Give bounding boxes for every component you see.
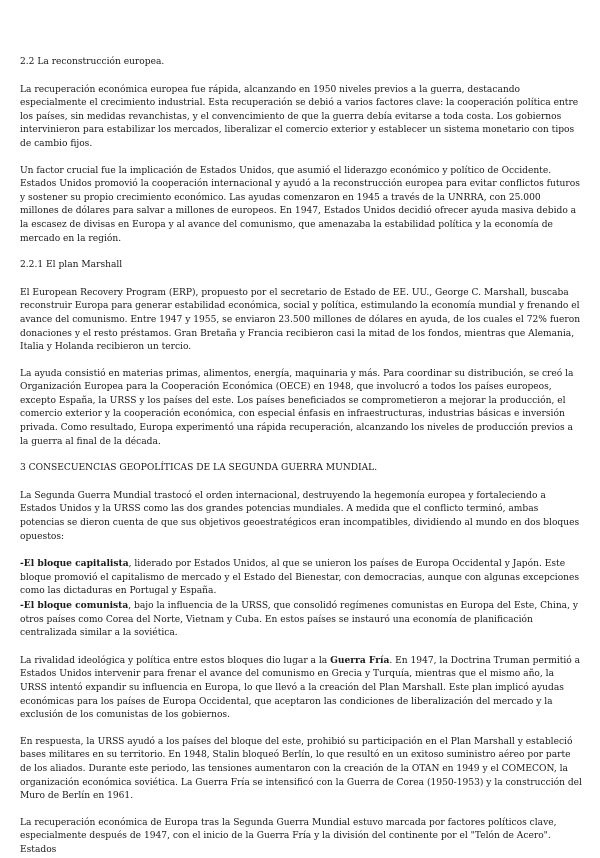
paragraph-recuperacion: La recuperación económica europea fue rápida, alcanzando en 1950 niveles previos a la guerra, destacando especialmente el crecimiento industrial. Esta recuperación se debió a varios factores clave: la cooperación política entre los países, sin medidas revanchistas, y el convencimiento de que la guerra debía evitarse a toda costa. Los gobiernos intervinieron para estabilizar los mercados, liberalizar el comercio exterior y establecer un sistema monetario con tipos de cambio fijos. [20, 84, 579, 149]
paragraph-erp: El European Recovery Program (ERP), propuesto por el secretario de Estado de EE. UU., George C. Marshall, buscaba reconstruir Europa para generar estabilidad económica, social y política, estimulando la economía mundial y frenando el avance del comunismo. Entre 1947 y 1955, se enviaron 23.500 millones de dólares en ayuda, de los cuales el 72% fueron donaciones y el resto préstamos. Gran Bretaña y Francia recibieron casi la mitad de los fondos, mientras que Alemania, Italia y Holanda recibieron un tercio. [20, 287, 581, 353]
paragraph-orden-internacional: La Segunda Guerra Mundial trastocó el orden internacional, destruyendo la hegemonía europea y fortaleciendo a Estados Unidos y la URSS como las dos grandes potencias mundiales. A medida que el conflicto terminó, ambas potencias se dieron cuenta de que sus objetivos geoestratégicos eran incompatibles, dividiendo al mundo en dos bloques opuestos: [20, 490, 580, 542]
paragraph-oece: La ayuda consistió en materias primas, alimentos, energía, maquinaria y más. Para coordinar su distribución, se creó la Organización Europea para la Cooperación Económica (OECE) en 1948, que involucró a todos los países europeos, excepto España, la URSS y los países del este. Los países beneficiados se comprometieron a mejorar la producción, el comercio exterior y la cooperación económica, con especial énfasis en infraestructuras, industrias básicas e inversión privada. Como resultado, Europa experimentó una rápida recuperación, alcanzando los niveles de producción previos a la guerra al final de la década. [20, 368, 574, 447]
section-heading-plan-marshall: 2.2.1 El plan Marshall [20, 260, 123, 271]
bullet-dash: - [20, 558, 24, 570]
paragraph-estados-unidos: Un factor crucial fue la implicación de Estados Unidos, que asumió el liderazgo económico y político de Occidente. Estados Unidos promovió la cooperación internacional y ayudó a la reconstrucción europea para evitar conflictos futuros y sostener su propio crecimiento económico. Las ayudas comenzaron en 1945 a través de la UNRRA, con 25.000 millones de dólares para salvar a millones de europeos. En 1947, Estados Unidos decidió ofrecer ayuda masiva debido a la escasez de divisas en Europa y al avance del comunismo, que amenazaba la estabilidad política y la economía de mercado en la región. [20, 165, 580, 244]
guerra-fria-bold: Guerra Fría [330, 654, 390, 666]
bullet-bold-capitalista: El bloque capitalista [23, 558, 129, 570]
bullet-bloque-capitalista [20, 557, 582, 599]
paragraph-recuperacion-economica: La recuperación económica de Europa tras la Segunda Guerra Mundial estuvo marcada por factores políticos clave, especialmente después de 1947, con el inicio de la Guerra Fría y la división del continente por el "Telón de Acero". Estados [20, 817, 557, 855]
guerra-fria-text-a: La rivalidad ideológica y política entre estos bloques dio lugar a la [20, 655, 331, 666]
bullet-bloque-comunista [20, 599, 582, 641]
paragraph-guerra-fria [20, 654, 582, 723]
bullet-bold-comunista: El bloque comunista [23, 600, 129, 611]
bullet-text-comunista: , bajo la influencia de la URSS, que consolidó regímenes comunistas en Europa del Este, China, y otros países como Corea del Norte, Vietnam y Cuba. En estos países se instauró una economía de planificación centralizada similar a la soviética. [20, 601, 579, 639]
paragraph-respuesta-urss: En respuesta, la URSS ayudó a los países del bloque del este, prohibió su participación en el Plan Marshall y estableció bases militares en su territorio. En 1948, Stalin bloqueó Berlín, lo que resultó en un exitoso suministro aéreo por parte de los aliados. Durante este periodo, las tensiones aumentaron con la creación de la OTAN en 1949 y el COMECON, la organización económica soviética. La Guerra Fría se intensificó con la Guerra de Corea (1950-1953) y la construcción del Muro de Berlín en 1961. [20, 736, 582, 802]
bullet-text-capitalista: , liderado por Estados Unidos, al que se unieron los países de Europa Occidental y Japón. Este bloque promovió el capitalismo de mercado y el Estado del Bienestar, con democracias, aunque con algunas excepciones como las dictaduras en Portugal y España. [20, 559, 580, 597]
section-heading-reconstruccion: 2.2 La reconstrucción europea. [20, 57, 165, 67]
section-heading-consecuencias: 3 CONSECUENCIAS GEOPOLÍTICAS DE LA SEGUNDA GUERRA MUNDIAL. [20, 463, 378, 474]
bullet-dash: - [20, 600, 24, 611]
document-page [20, 56, 582, 858]
guerra-fria-text-b: . En 1947, la Doctrina Truman permitió a Estados Unidos intervenir para frenar el avance del comunismo en Grecia y Turquía, mientras que el mismo año, la URSS intentó expandir su influencia en Europa, lo que llevó a la creación del Plan Marshall. Este plan implicó ayudas económicas para los países de Europa Occidental, que aceptaron las condiciones de liberalización del mercado y la exclusión de los comunistas de los gobiernos. [20, 655, 581, 721]
